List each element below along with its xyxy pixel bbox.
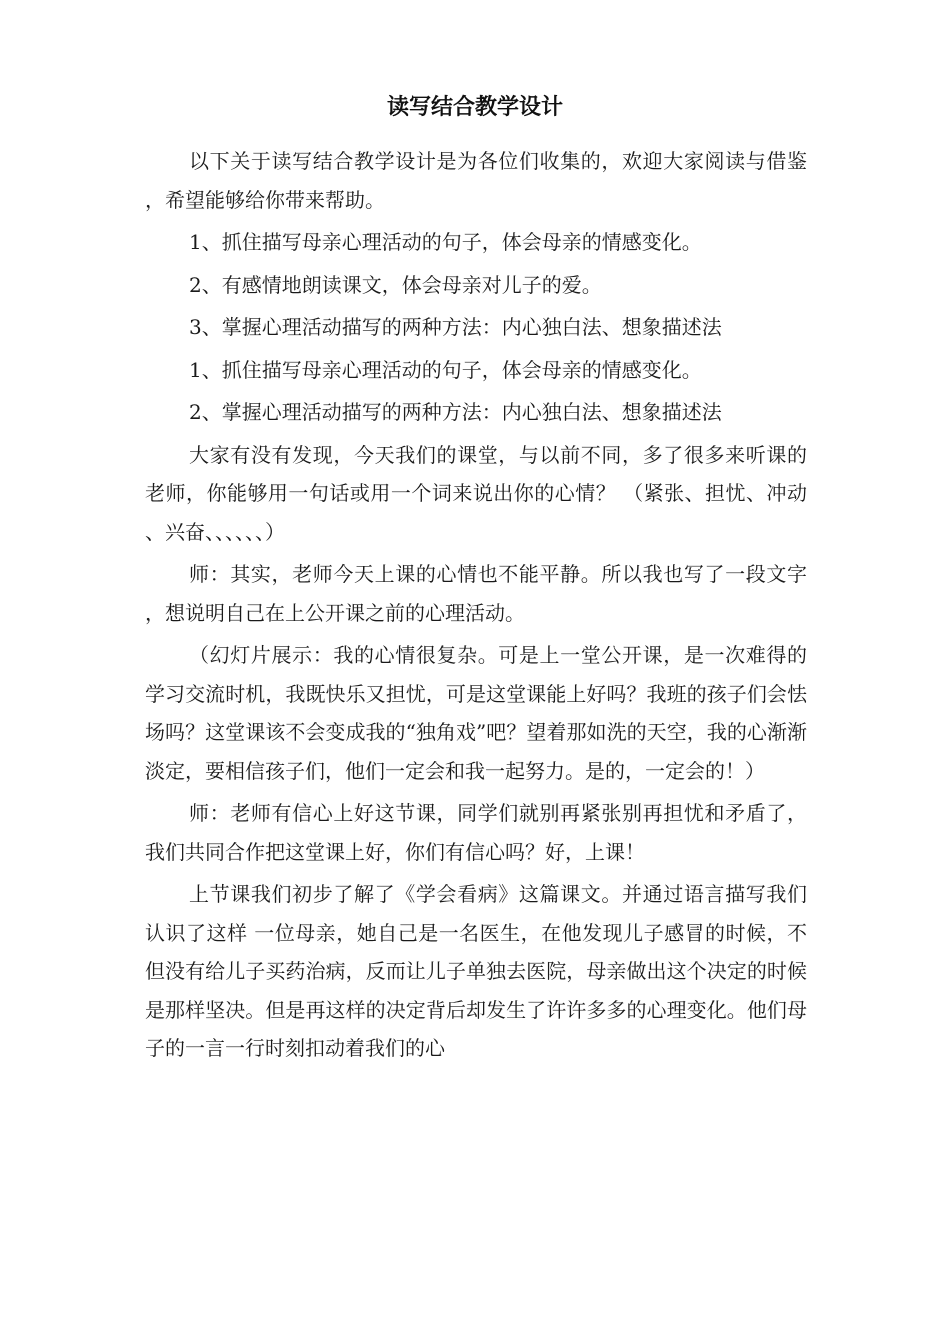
paragraph-opening-question: 大家有没有发现，今天我们的课堂，与以前不同，多了很多来听课的老师，你能够用一句话或用一个词来说出你的心情？ （紧张、担忧、冲动、兴奋、、、、、、） — [145, 442, 807, 544]
paragraph-goal-1: 1、抓住描写母亲心理活动的句子，体会母亲的情感变化。 — [189, 230, 702, 254]
paragraph-slide-text: （幻灯片展示：我的心情很复杂。可是上一堂公开课，是一次难得的学习交流时机，我既快乐又担忧，可是这堂课能上好吗？我班的孩子们会怯场吗？这堂课该不会变成我的“独角戏”吧？望着那如洗的天空，我的心渐渐淡定，要相信孩子们，他们一定会和我一起努力。是的，一定会的！） — [145, 643, 807, 783]
document-title: 读写结合教学设计 — [386, 94, 563, 120]
paragraph-intro: 以下关于读写结合教学设计是为各位们收集的，欢迎大家阅读与借鉴，希望能够给你带来帮助。 — [145, 149, 807, 212]
paragraph-lesson-review: 上节课我们初步了解了《学会看病》这篇课文。并通过语言描写我们认识了这样 一位母亲，她自己是一名医生，在他发现儿子感冒的时候，不但没有给儿子买药治病，反而让儿子单独去医院，母亲做出这个决定的时候是那样坚决。但是再这样的决定背后却发生了许许多多的心理变化。他们母子的一言一行时刻扣动着我们的心 — [145, 882, 807, 1060]
paragraph-teacher-feeling: 师：其实，老师今天上课的心情也不能平静。所以我也写了一段文字，想说明自己在上公开课之前的心理活动。 — [145, 562, 807, 625]
paragraph-key-point-2: 2、掌握心理活动描写的两种方法：内心独白法、想象描述法 — [189, 400, 722, 424]
document-body — [145, 142, 807, 1072]
paragraph-goal-3: 3、掌握心理活动描写的两种方法：内心独白法、想象描述法 — [189, 315, 722, 339]
paragraph-start-class: 师：老师有信心上好这节课，同学们就别再紧张别再担忧和矛盾了，我们共同合作把这堂课上好，你们有信心吗？好，上课！ — [145, 801, 807, 864]
paragraph-key-point-1: 1、抓住描写母亲心理活动的句子，体会母亲的情感变化。 — [189, 357, 702, 382]
paragraph-goal-2: 2、有感情地朗读课文，体会母亲对儿子的爱。 — [189, 272, 602, 297]
